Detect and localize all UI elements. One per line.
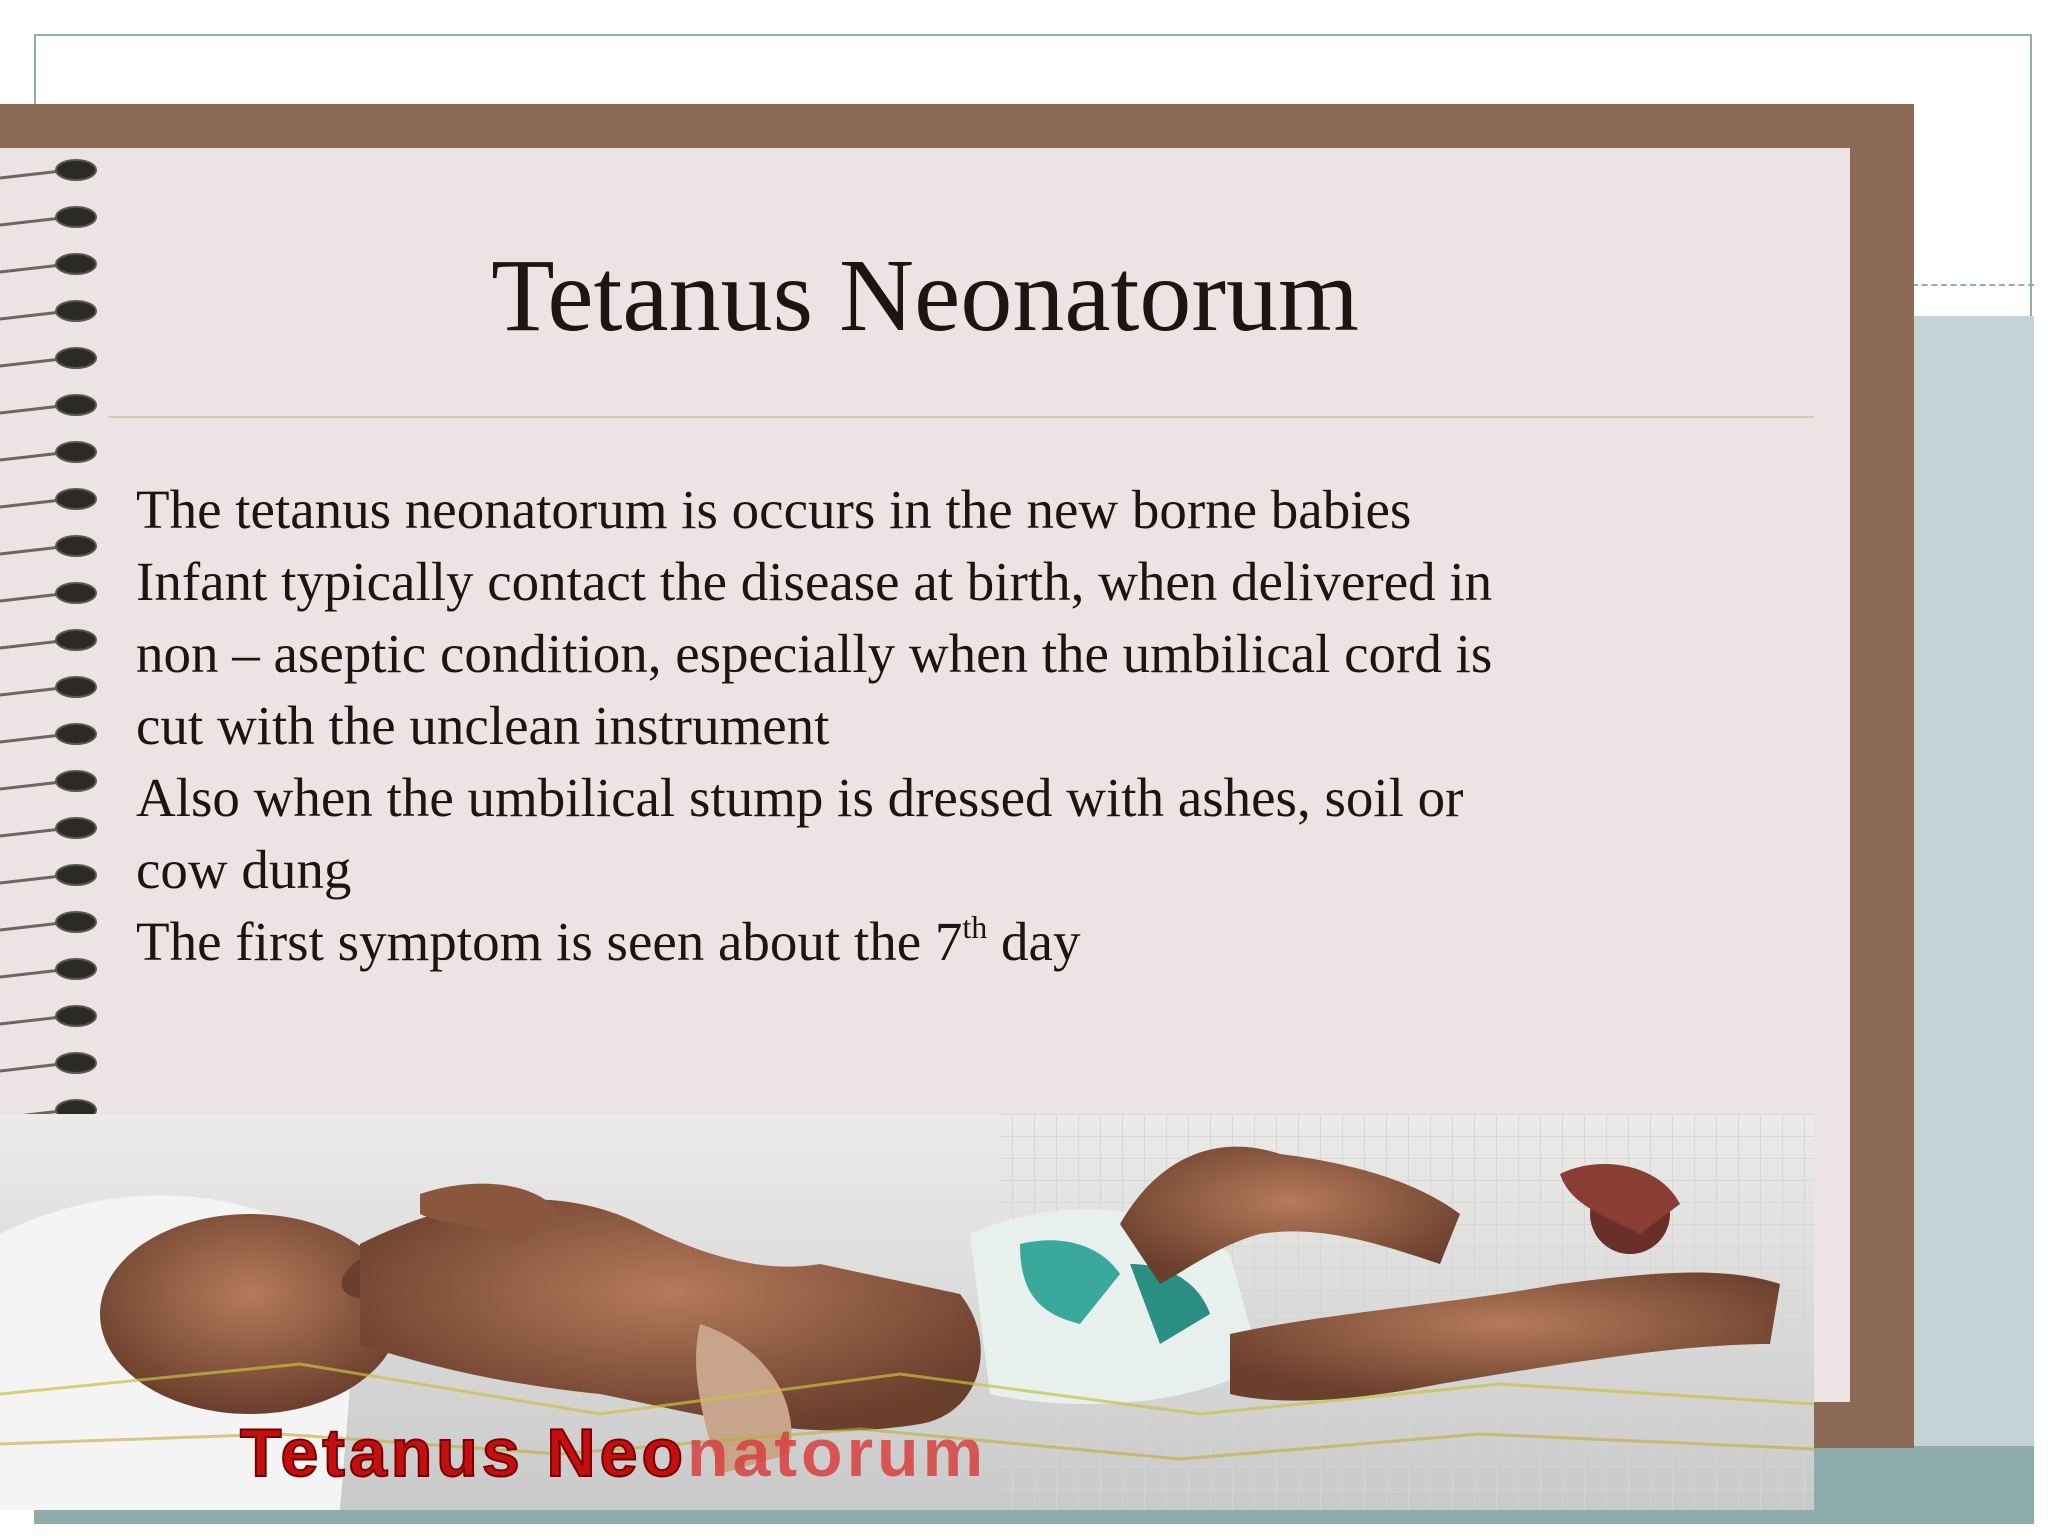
caption-part-a: Tetanus Neo: [240, 1415, 688, 1491]
body-line: Infant typically contact the disease at birth, when delivered in: [136, 551, 1493, 612]
page-title: Tetanus Neonatorum: [491, 238, 1359, 353]
spiral-ring: [56, 724, 96, 744]
spiral-ring: [56, 959, 96, 979]
spiral-ring: [56, 160, 96, 180]
body-line: Also when the umbilical stump is dressed with ashes, soil or: [136, 767, 1464, 828]
spiral-ring: [56, 818, 96, 838]
caption-part-b: natorum: [687, 1415, 988, 1491]
dashed-divider: [1912, 284, 2034, 286]
body-line: cut with the unclean instrument: [136, 695, 830, 756]
symptom-text: The first symptom is seen about the 7: [136, 911, 963, 972]
slide-body: [136, 474, 1826, 978]
infant-photo: [0, 1114, 1814, 1510]
body-line: non – aseptic condition, especially when the umbilical cord is: [136, 623, 1493, 684]
spiral-ring: [56, 912, 96, 932]
right-side-panel: [1912, 316, 2034, 1446]
spiral-ring: [56, 677, 96, 697]
body-line-symptom: [136, 906, 1826, 978]
spiral-ring: [56, 489, 96, 509]
body-line: cow dung: [136, 839, 352, 900]
symptom-text-end: day: [987, 911, 1081, 972]
spiral-ring: [56, 865, 96, 885]
spiral-ring: [56, 442, 96, 462]
body-line: The tetanus neonatorum is occurs in the new borne babies: [136, 479, 1412, 540]
ordinal-suffix: th: [962, 909, 988, 945]
spiral-ring: [56, 771, 96, 791]
spiral-ring: [56, 536, 96, 556]
photo-caption: [240, 1414, 987, 1492]
spiral-ring: [56, 583, 96, 603]
spiral-ring: [56, 630, 96, 650]
notebook-page: [0, 148, 1850, 1491]
title-divider: [108, 416, 1814, 418]
spiral-ring: [56, 1006, 96, 1026]
spiral-ring: [56, 207, 96, 227]
spiral-ring: [56, 1053, 96, 1073]
spiral-ring: [56, 395, 96, 415]
